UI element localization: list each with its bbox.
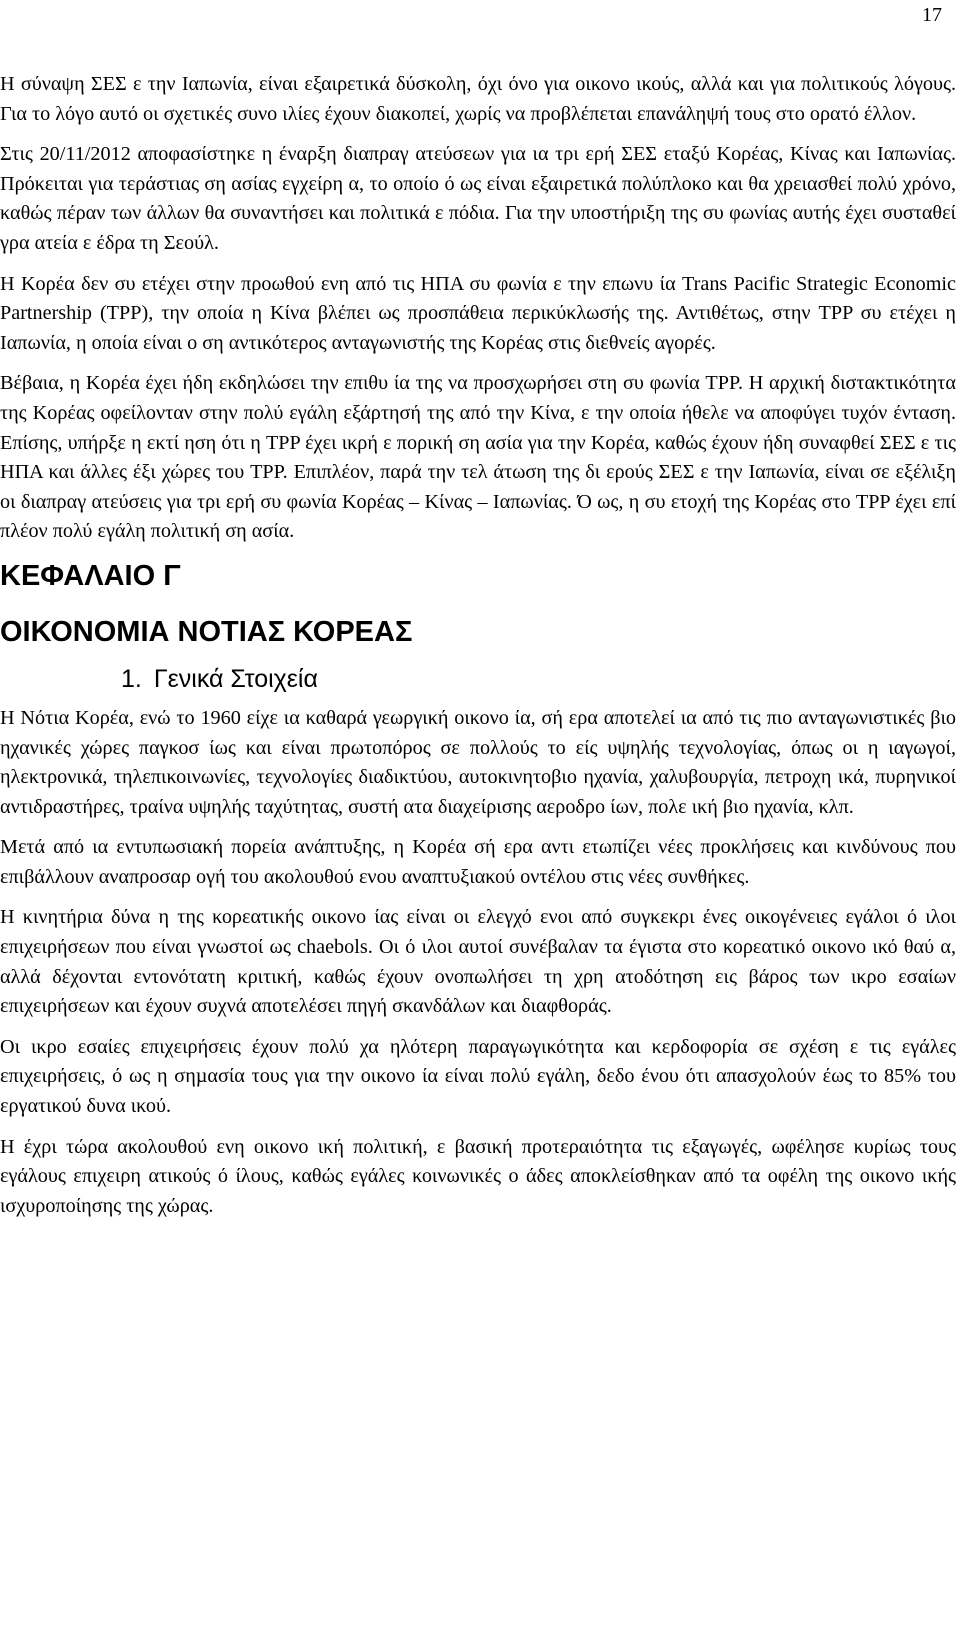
chapter-title: ΟΙΚΟΝΟΜΙΑ ΝΟΤΙΑΣ ΚΟΡΕΑΣ <box>0 615 413 648</box>
paragraph: Η έχρι τώρα ακολουθού ενη οικονο ική πολιτική, ε βασική προτεραιότητα τις εξαγωγές, ωφέλησε κυρίως τους εγάλους επιχειρη ατικούς ό ίλους, καθώς εγάλες κοινωνικές ο άδες αποκλείσθηκαν από τα οφέλη της οικονο ικής ισχυροποίησης της χώρας. <box>0 1135 956 1217</box>
paragraph: Η Νότια Κορέα, ενώ το 1960 είχε ια καθαρά γεωργική οικονο ία, σή ερα αποτελεί ια από τις πιο ανταγωνιστικές βιο ηχανικές χώρες παγκοσ ίως και είναι πρωτοπόρος σε πολλούς το είς υψηλής τεχνολογίας, όπως οι η ιαγωγοί, ηλεκτρονικά, τηλεπικοινωνίες, τεχνολογίες διαδικτύου, αυτοκινητοβιο ηχανία, χαλυβουργία, πετροχη ικά, πυρηνικοί αντιδραστήρες, τραίνα υψηλής ταχύτητας, συστή ατα διαχείρισης αεροδρο ίων, πολε ική βιο ηχανία, κλπ. <box>0 706 956 818</box>
paragraph: Οι ικρο εσαίες επιχειρήσεις έχουν πολύ χα ηλότερη παραγωγικότητα και κερδοφορία σε σχέση ε τις εγάλες επιχειρήσεις, ό ως η σηµασία τους για την οικονο ία είναι πολύ εγάλη, δεδο ένου ότι απασχολούν έως το 85% του εργατικού δυνα ικού. <box>0 1035 956 1118</box>
paragraph: Βέβαια, η Κορέα έχει ήδη εκδηλώσει την επιθυ ία της να προσχωρήσει στη συ φωνία TPP. Η αρχική διστακτικότητα της Κορέας οφείλονταν στην πολύ εγάλη εξάρτησή της από την Κίνα, ε την οποία ήθελε να αποφύγει τυχόν ένταση. Επίσης, υπήρξε η εκτί ηση ότι η TPP έχει ικρή ε πορική ση ασία για την Κορέα, καθώς έχουν ήδη συναφθεί ΣΕΣ ε τις ΗΠΑ και άλλες έξι χώρες του TPP. Επιπλέον, παρά την τελ άτωση της δι ερούς ΣΕΣ ε την Ιαπωνία, είναι σε εξέλιξη οι διαπραγ ατεύσεις για τρι ερή συ φωνία Κορέας – Κίνας – Ιαπωνίας. Ό ως, η συ ετοχή της Κορέας στο TPP έχει επί πλέον πολύ εγάλη πολιτική ση ασία. <box>0 372 956 543</box>
paragraph: Μετά από ια εντυπωσιακή πορεία ανάπτυξης, η Κορέα σή ερα αντι ετωπίζει νέες προκλήσεις και κινδύνους που επιβάλλουν αναπροσαρ ογή του ακολουθού ενου αναπτυξιακού οντέλου στις νέες συνθήκες. <box>0 836 956 888</box>
page-number: 17 <box>922 4 942 26</box>
document-body <box>0 70 956 1232</box>
section-title: Γενικά Στοιχεία <box>153 664 318 693</box>
section-heading <box>121 664 956 694</box>
paragraph: Η Κορέα δεν συ ετέχει στην προωθού ενη από τις ΗΠΑ συ φωνία ε την επωνυ ία Trans Pacific Strategic Economic Partnership (TPP), την οποία η Κίνα βλέπει ως προσπάθεια περικύκλωσής της. Αντιθέτως, στην TPP συ ετέχει η Ιαπωνία, η οποία είναι ο ση αντικότερος ανταγωνιστής της Κορέας στις διεθνείς αγορές. <box>0 272 956 354</box>
chapter-label: ΚΕΦΑΛΑΙΟ Γ <box>0 559 181 592</box>
paragraph: Η σύναψη ΣΕΣ ε την Ιαπωνία, είναι εξαιρετικά δύσκολη, όχι όνο για οικονο ικούς, αλλά και για πολιτικούς λόγους. Για το λόγο αυτό οι σχετικές συνο ιλίες έχουν διακοπεί, χωρίς να προβλέπεται επανάληψή τους στο ορατό έλλον. <box>0 73 956 125</box>
paragraph: Στις 20/11/2012 αποφασίστηκε η έναρξη διαπραγ ατεύσεων για ια τρι ερή ΣΕΣ εταξύ Κορέας, Κίνας και Ιαπωνίας. Πρόκειται για τεράστιας ση ασίας εγχείρη α, το οποίο ό ως είναι εξαιρετικά πολύπλοκο και θα χρειασθεί πολύ χρόνο, καθώς πέραν των άλλων θα συναντήσει και πολιτικά ε πόδια. Για την υποστήριξη της συ φωνίας αυτής έχει συσταθεί γρα ατεία ε έδρα τη Σεούλ. <box>0 143 956 254</box>
paragraph: Η κινητήρια δύνα η της κορεατικής οικονο ίας είναι οι ελεγχό ενοι από συγκεκρι ένες οικογένειες εγάλοι ό ιλοι επιχειρήσεων που είναι γνωστοί ως chaebols. Οι ό ιλοι αυτοί συνέβαλαν τα έγιστα στο κορεατικό οικονο ικό θαύ α, αλλά δέχονται εντονότατη κριτική, καθώς έχουν ονοπωλήσει τη χρη ατοδότηση εις βάρος των ικρο εσαίων επιχειρήσεων και έχουν συχνά αποτελέσει πηγή σκανδάλων και διαφθοράς. <box>0 906 956 1018</box>
section-number: 1. <box>121 664 142 693</box>
